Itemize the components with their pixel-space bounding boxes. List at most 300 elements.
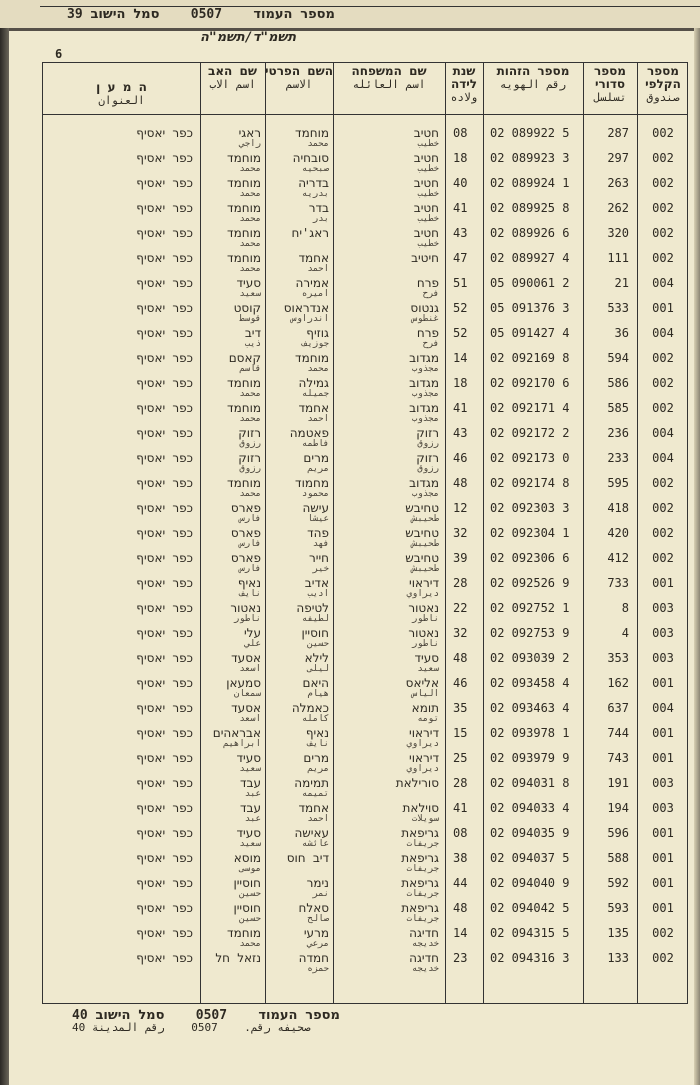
father-name-cell: דיב ذيب bbox=[244, 326, 261, 349]
father-name-cell: מוחמד محمد bbox=[227, 176, 261, 199]
birth-year-cell: 08 bbox=[453, 126, 468, 140]
birth-year-cell: 28 bbox=[453, 776, 468, 790]
family-name-cell: חדיגה خديجه bbox=[409, 926, 439, 949]
id-number-cell: 05 091376 3 bbox=[490, 301, 570, 315]
id-number-cell: 02 094035 9 bbox=[490, 826, 570, 840]
address-cell: כפר יאסיף bbox=[136, 876, 193, 890]
previous-page-strip bbox=[0, 0, 700, 31]
address-cell: כפר יאסיף bbox=[136, 226, 193, 240]
father-name-cell: רזוק رزوق bbox=[238, 451, 261, 474]
ballot-box-cell: 002 bbox=[652, 351, 674, 365]
family-name-cell: נאטור ناطور bbox=[408, 626, 439, 649]
first-name-cell: תמימה تميمه bbox=[294, 776, 329, 799]
ballot-box-cell: 003 bbox=[652, 801, 674, 815]
ballot-box-cell: 002 bbox=[652, 151, 674, 165]
header-first-name: השם הפרטי الاسم bbox=[265, 64, 333, 91]
serial-cell: 320 bbox=[607, 226, 629, 240]
family-name-cell: חטיב خطيب bbox=[413, 201, 439, 224]
table-row bbox=[43, 927, 689, 952]
id-number-cell: 02 092306 6 bbox=[490, 551, 570, 565]
family-name-cell: גריפאת جريفات bbox=[401, 876, 439, 899]
birth-year-cell: 51 bbox=[453, 276, 468, 290]
ballot-box-cell: 002 bbox=[652, 526, 674, 540]
address-cell: כפר יאסיף bbox=[136, 176, 193, 190]
ballot-box-cell: 004 bbox=[652, 326, 674, 340]
father-name-cell: מוחמד محمد bbox=[227, 476, 261, 499]
first-name-cell: חוסיין حسين bbox=[301, 626, 329, 649]
ballot-box-cell: 004 bbox=[652, 701, 674, 715]
first-name-cell: חמדה حمزه bbox=[298, 951, 329, 974]
sheet-number: 6 bbox=[55, 47, 63, 61]
address-cell: כפר יאסיף bbox=[136, 426, 193, 440]
id-number-cell: 05 091427 4 bbox=[490, 326, 570, 340]
serial-cell: 21 bbox=[614, 276, 629, 290]
serial-cell: 585 bbox=[607, 401, 629, 415]
birth-year-cell: 08 bbox=[453, 826, 468, 840]
table-row bbox=[43, 627, 689, 652]
father-name-cell: מוחמד محمد bbox=[227, 151, 261, 174]
table-row bbox=[43, 352, 689, 377]
ballot-box-cell: 003 bbox=[652, 601, 674, 615]
family-name-cell: מגדוב مجذوب bbox=[409, 476, 439, 499]
first-name-cell: מרים مريم bbox=[303, 751, 329, 774]
address-cell: כפר יאסיף bbox=[136, 301, 193, 315]
table-row bbox=[43, 827, 689, 852]
family-name-cell: סוילאת سويلات bbox=[402, 801, 439, 824]
table-row bbox=[43, 327, 689, 352]
address-cell: כפר יאסיף bbox=[136, 526, 193, 540]
first-name-cell: פהד فهد bbox=[307, 526, 329, 549]
address-cell: כפר יאסיף bbox=[136, 351, 193, 365]
address-cell: כפר יאסיף bbox=[136, 251, 193, 265]
family-name-cell: חטיב خطيب bbox=[413, 126, 439, 149]
father-name-cell: מוחמד محمد bbox=[227, 926, 261, 949]
ballot-box-cell: 001 bbox=[652, 826, 674, 840]
id-number-cell: 02 089923 3 bbox=[490, 151, 570, 165]
serial-cell: 733 bbox=[607, 576, 629, 590]
birth-year-cell: 46 bbox=[453, 676, 468, 690]
ballot-box-cell: 002 bbox=[652, 551, 674, 565]
ballot-box-cell: 002 bbox=[652, 926, 674, 940]
first-name-cell: דיב חוס bbox=[286, 851, 329, 865]
prev-settlement-label: סמל הישוב bbox=[90, 7, 160, 22]
birth-year-cell: 12 bbox=[453, 501, 468, 515]
father-name-cell: חוסיין حسين bbox=[233, 876, 261, 899]
family-name-cell: פרח فرح bbox=[416, 326, 439, 349]
table-row bbox=[43, 777, 689, 802]
table-row bbox=[43, 377, 689, 402]
first-name-cell: פאטמה فاطمه bbox=[289, 426, 329, 449]
table-row bbox=[43, 152, 689, 177]
serial-cell: 353 bbox=[607, 651, 629, 665]
father-name-cell: עבד عبد bbox=[240, 776, 261, 799]
serial-cell: 4 bbox=[621, 626, 629, 640]
family-name-cell: מגדוב مجذوب bbox=[409, 376, 439, 399]
address-cell: כפר יאסיף bbox=[136, 326, 193, 340]
ballot-box-cell: 002 bbox=[652, 126, 674, 140]
id-number-cell: 02 094031 8 bbox=[490, 776, 570, 790]
birth-year-cell: 41 bbox=[453, 801, 468, 815]
family-name-cell: פרח فرح bbox=[416, 276, 439, 299]
first-name-cell: אחמד احمد bbox=[298, 801, 329, 824]
first-name-cell: מרעי مرعي bbox=[303, 926, 329, 949]
ballot-box-cell: 002 bbox=[652, 201, 674, 215]
family-name-cell: דיראוי ديراوي bbox=[406, 576, 439, 599]
serial-cell: 595 bbox=[607, 476, 629, 490]
table-row bbox=[43, 177, 689, 202]
id-number-cell: 02 093458 4 bbox=[490, 676, 570, 690]
ballot-box-cell: 001 bbox=[652, 901, 674, 915]
serial-cell: 418 bbox=[607, 501, 629, 515]
family-name-cell: דיראוי ديراوي bbox=[406, 726, 439, 749]
ballot-box-cell: 001 bbox=[652, 726, 674, 740]
family-name-cell: מגדוב مجذوب bbox=[409, 401, 439, 424]
birth-year-cell: 52 bbox=[453, 326, 468, 340]
previous-page-footer bbox=[67, 7, 335, 22]
address-cell: כפר יאסיף bbox=[136, 826, 193, 840]
family-name-cell: גריפאת جريفات bbox=[401, 901, 439, 924]
birth-year-cell: 18 bbox=[453, 151, 468, 165]
serial-cell: 287 bbox=[607, 126, 629, 140]
ballot-box-cell: 001 bbox=[652, 301, 674, 315]
table-row bbox=[43, 252, 689, 277]
serial-cell: 533 bbox=[607, 301, 629, 315]
family-name-cell: חטיב خطيب bbox=[413, 176, 439, 199]
father-name-cell: סמעאן سمعان bbox=[226, 676, 261, 699]
family-name-cell: רזוק رزوق bbox=[416, 426, 439, 449]
page-footer: 40 מספר העמוד 0507 סמל הישוב 40 صحيفه رقم. 0507 رقم المدينة bbox=[72, 1008, 340, 1034]
page-edge bbox=[694, 28, 700, 1085]
serial-cell: 233 bbox=[607, 451, 629, 465]
ballot-box-cell: 001 bbox=[652, 851, 674, 865]
family-name-cell: חטיב خطيب bbox=[413, 151, 439, 174]
address-cell: כפר יאסיף bbox=[136, 376, 193, 390]
serial-cell: 297 bbox=[607, 151, 629, 165]
header-address: ה מ ע ן العنوان bbox=[96, 80, 147, 107]
first-name-cell: סובחיה صبحيه bbox=[292, 151, 329, 174]
first-name-cell: בדריה بدريه bbox=[298, 176, 329, 199]
birth-year-cell: 48 bbox=[453, 901, 468, 915]
family-name-cell: תומא تومه bbox=[411, 701, 439, 724]
father-name-cell: קאסם قاسم bbox=[228, 351, 261, 374]
birth-year-cell: 14 bbox=[453, 926, 468, 940]
table-row bbox=[43, 227, 689, 252]
ballot-box-cell: 002 bbox=[652, 401, 674, 415]
serial-cell: 594 bbox=[607, 351, 629, 365]
first-name-cell: אחמד احمد bbox=[298, 401, 329, 424]
serial-cell: 420 bbox=[607, 526, 629, 540]
id-number-cell: 02 089924 1 bbox=[490, 176, 570, 190]
birth-year-cell: 43 bbox=[453, 426, 468, 440]
serial-cell: 8 bbox=[621, 601, 629, 615]
id-number-cell: 02 092171 4 bbox=[490, 401, 570, 415]
table-row bbox=[43, 752, 689, 777]
address-cell: כפר יאסיף bbox=[136, 276, 193, 290]
family-name-cell: נאטור ناطور bbox=[408, 601, 439, 624]
serial-cell: 111 bbox=[607, 251, 629, 265]
address-cell: כפר יאסיף bbox=[136, 901, 193, 915]
birth-year-cell: 25 bbox=[453, 751, 468, 765]
birth-year-cell: 48 bbox=[453, 476, 468, 490]
birth-year-cell: 39 bbox=[453, 551, 468, 565]
table-row bbox=[43, 402, 689, 427]
first-name-cell: מוחמד محمد bbox=[295, 351, 329, 374]
father-name-cell: מוחמד محمد bbox=[227, 376, 261, 399]
serial-cell: 744 bbox=[607, 726, 629, 740]
id-number-cell: 02 092753 9 bbox=[490, 626, 570, 640]
settlement-code: 0507 bbox=[195, 1008, 228, 1023]
table-row bbox=[43, 902, 689, 927]
first-name-cell: בדר بدر bbox=[308, 201, 329, 224]
serial-cell: 236 bbox=[607, 426, 629, 440]
first-name-cell: אמירה اميره bbox=[295, 276, 329, 299]
ballot-box-cell: 004 bbox=[652, 276, 674, 290]
address-cell: כפר יאסיף bbox=[136, 851, 193, 865]
header-ballot-box: מספר הקלפי صندوق bbox=[645, 64, 681, 104]
table-row bbox=[43, 127, 689, 152]
id-number-cell: 02 094315 5 bbox=[490, 926, 570, 940]
header-birth-year: שנת לידה ولاده bbox=[450, 64, 478, 104]
table-row bbox=[43, 427, 689, 452]
father-name-cell: פארס فارس bbox=[230, 501, 261, 524]
address-cell: כפר יאסיף bbox=[136, 126, 193, 140]
serial-cell: 194 bbox=[607, 801, 629, 815]
first-name-cell: מוחמד محمد bbox=[295, 126, 329, 149]
father-name-cell: עלי علي bbox=[243, 626, 261, 649]
id-number-cell: 02 092303 3 bbox=[490, 501, 570, 515]
header-father: שם האב اسم الاب bbox=[208, 64, 257, 91]
address-cell: כפר יאסיף bbox=[136, 776, 193, 790]
address-cell: כפר יאסיף bbox=[136, 151, 193, 165]
birth-year-cell: 48 bbox=[453, 651, 468, 665]
table-row bbox=[43, 477, 689, 502]
address-cell: כפר יאסיף bbox=[136, 651, 193, 665]
serial-cell: 135 bbox=[607, 926, 629, 940]
first-name-cell: אנדראוס اندراوس bbox=[283, 301, 329, 324]
id-number-cell: 02 093039 2 bbox=[490, 651, 570, 665]
ballot-box-cell: 002 bbox=[652, 176, 674, 190]
serial-cell: 592 bbox=[607, 876, 629, 890]
table-row bbox=[43, 302, 689, 327]
ballot-box-cell: 001 bbox=[652, 576, 674, 590]
address-cell: כפר יאסיף bbox=[136, 951, 193, 965]
address-cell: כפר יאסיף bbox=[136, 751, 193, 765]
birth-year-cell: 14 bbox=[453, 351, 468, 365]
id-number-cell: 02 094037 5 bbox=[490, 851, 570, 865]
table-row bbox=[43, 677, 689, 702]
father-name-cell: עבד عبد bbox=[240, 801, 261, 824]
birth-year-cell: 52 bbox=[453, 301, 468, 315]
first-name-cell: עישה عيشا bbox=[302, 501, 329, 524]
serial-cell: 262 bbox=[607, 201, 629, 215]
father-name-cell: אסעד اسعد bbox=[231, 701, 261, 724]
prev-page-label: מספר העמוד bbox=[253, 7, 335, 22]
id-number-cell: 02 093463 4 bbox=[490, 701, 570, 715]
family-name-cell: חיטיב bbox=[411, 251, 439, 265]
birth-year-cell: 32 bbox=[453, 626, 468, 640]
birth-year-cell: 15 bbox=[453, 726, 468, 740]
ballot-box-cell: 001 bbox=[652, 676, 674, 690]
address-cell: כפר יאסיף bbox=[136, 701, 193, 715]
table-row bbox=[43, 577, 689, 602]
birth-year-cell: 40 bbox=[453, 176, 468, 190]
serial-cell: 412 bbox=[607, 551, 629, 565]
address-cell: כפר יאסיף bbox=[136, 501, 193, 515]
first-name-cell: אחמד احمد bbox=[298, 251, 329, 274]
prev-page-number: 39 bbox=[67, 7, 83, 22]
voter-table bbox=[42, 62, 688, 1004]
ballot-box-cell: 002 bbox=[652, 226, 674, 240]
family-name-cell: גריפאת جريفات bbox=[401, 851, 439, 874]
id-number-cell: 02 089926 6 bbox=[490, 226, 570, 240]
id-number-cell: 02 092304 1 bbox=[490, 526, 570, 540]
birth-year-cell: 28 bbox=[453, 576, 468, 590]
serial-cell: 191 bbox=[607, 776, 629, 790]
address-cell: כפר יאסיף bbox=[136, 926, 193, 940]
address-cell: כפר יאסיף bbox=[136, 801, 193, 815]
family-name-cell: טחיבש طحيبش bbox=[405, 526, 439, 549]
father-name-cell: סעיד سعيد bbox=[236, 751, 261, 774]
id-number-cell: 02 092173 0 bbox=[490, 451, 570, 465]
serial-cell: 593 bbox=[607, 901, 629, 915]
father-name-cell: סעיד سعيد bbox=[236, 826, 261, 849]
birth-year-cell: 43 bbox=[453, 226, 468, 240]
birth-year-cell: 46 bbox=[453, 451, 468, 465]
first-name-cell: מרים مريم bbox=[303, 451, 329, 474]
address-cell: כפר יאסיף bbox=[136, 726, 193, 740]
id-number-cell: 05 090061 2 bbox=[490, 276, 570, 290]
id-number-cell: 02 092169 8 bbox=[490, 351, 570, 365]
id-number-cell: 02 092174 8 bbox=[490, 476, 570, 490]
id-number-cell: 02 092752 1 bbox=[490, 601, 570, 615]
family-name-cell: רזוק رزوق bbox=[416, 451, 439, 474]
ballot-box-cell: 002 bbox=[652, 951, 674, 965]
ballot-box-cell: 004 bbox=[652, 451, 674, 465]
address-cell: כפר יאסיף bbox=[136, 576, 193, 590]
first-name-cell: נימר نمر bbox=[306, 876, 329, 899]
table-row bbox=[43, 852, 689, 877]
first-name-cell: כאמלה كامله bbox=[291, 701, 329, 724]
family-name-cell: סורילאת bbox=[395, 776, 439, 790]
ballot-box-cell: 003 bbox=[652, 626, 674, 640]
birth-year-cell: 35 bbox=[453, 701, 468, 715]
binding-shadow bbox=[0, 28, 9, 1085]
father-name-cell: מוחמד محمد bbox=[227, 201, 261, 224]
id-number-cell: 02 094042 5 bbox=[490, 901, 570, 915]
address-cell: כפר יאסיף bbox=[136, 476, 193, 490]
id-number-cell: 02 093978 1 bbox=[490, 726, 570, 740]
birth-year-cell: 47 bbox=[453, 251, 468, 265]
header-serial: מספר סדורי تسلسل bbox=[593, 64, 627, 104]
id-number-cell: 02 092172 2 bbox=[490, 426, 570, 440]
father-name-cell: נאטור ناطور bbox=[230, 601, 261, 624]
serial-cell: 162 bbox=[607, 676, 629, 690]
first-name-cell: אדיב اديب bbox=[304, 576, 329, 599]
id-number-cell: 02 094040 9 bbox=[490, 876, 570, 890]
family-name-cell: טחיבש طحيبش bbox=[405, 501, 439, 524]
table-row bbox=[43, 802, 689, 827]
ballot-box-cell: 002 bbox=[652, 501, 674, 515]
family-name-cell: גריפאת جريفات bbox=[401, 826, 439, 849]
serial-cell: 637 bbox=[607, 701, 629, 715]
ballot-box-cell: 004 bbox=[652, 426, 674, 440]
serial-cell: 588 bbox=[607, 851, 629, 865]
father-name-cell: חוסיין حسين bbox=[233, 901, 261, 924]
table-row bbox=[43, 527, 689, 552]
table-row bbox=[43, 727, 689, 752]
id-number-cell: 02 094316 3 bbox=[490, 951, 570, 965]
address-cell: כפר יאסיף bbox=[136, 451, 193, 465]
serial-cell: 133 bbox=[607, 951, 629, 965]
father-name-cell: אבראהים ابراهيم bbox=[212, 726, 261, 749]
address-cell: כפר יאסיף bbox=[136, 551, 193, 565]
father-name-cell: סעיד سعيد bbox=[236, 276, 261, 299]
ballot-box-cell: 002 bbox=[652, 376, 674, 390]
ballot-box-cell: 002 bbox=[652, 251, 674, 265]
first-name-cell: עאישה عائشه bbox=[294, 826, 329, 849]
first-name-cell: היאם هيام bbox=[302, 676, 329, 699]
settlement-label: סמל הישוב bbox=[95, 1008, 165, 1023]
family-name-cell: אליאס الياس bbox=[405, 676, 439, 699]
family-name-cell: סעיד سعيد bbox=[414, 651, 439, 674]
birth-year-cell: 41 bbox=[453, 401, 468, 415]
ballot-box-cell: 002 bbox=[652, 476, 674, 490]
id-number-cell: 02 094033 4 bbox=[490, 801, 570, 815]
birth-year-cell: 32 bbox=[453, 526, 468, 540]
table-row bbox=[43, 952, 689, 977]
birth-year-cell: 38 bbox=[453, 851, 468, 865]
header-id-number: מספר הזהות رقم الهويه bbox=[496, 64, 570, 91]
address-cell: כפר יאסיף bbox=[136, 626, 193, 640]
previous-table-edge bbox=[40, 0, 700, 7]
father-name-cell: פארס فارس bbox=[230, 526, 261, 549]
id-number-cell: 02 089922 5 bbox=[490, 126, 570, 140]
id-number-cell: 02 092170 6 bbox=[490, 376, 570, 390]
id-number-cell: 02 089927 4 bbox=[490, 251, 570, 265]
table-row bbox=[43, 277, 689, 302]
header-family-name: שם המשפחה اسم العائله bbox=[351, 64, 427, 91]
page-number: 40 bbox=[72, 1008, 88, 1023]
father-name-cell: נזאל חל bbox=[215, 951, 261, 965]
table-row bbox=[43, 202, 689, 227]
first-name-cell: לילא ليلى bbox=[304, 651, 329, 674]
birth-year-cell: 23 bbox=[453, 951, 468, 965]
serial-cell: 263 bbox=[607, 176, 629, 190]
first-name-cell: נאיף نايف bbox=[305, 726, 329, 749]
birth-year-cell: 41 bbox=[453, 201, 468, 215]
first-name-cell: ראג'יח bbox=[291, 226, 329, 240]
ballot-box-cell: 003 bbox=[652, 776, 674, 790]
ballot-box-cell: 003 bbox=[652, 651, 674, 665]
serial-cell: 586 bbox=[607, 376, 629, 390]
table-row bbox=[43, 877, 689, 902]
father-name-cell: פארס فارس bbox=[230, 551, 261, 574]
birth-year-cell: 44 bbox=[453, 876, 468, 890]
address-cell: כפר יאסיף bbox=[136, 676, 193, 690]
first-name-cell: לטיפה لطيفه bbox=[296, 601, 329, 624]
father-name-cell: קוסט قوسط bbox=[233, 301, 261, 324]
serial-cell: 36 bbox=[614, 326, 629, 340]
table-row bbox=[43, 702, 689, 727]
table-row bbox=[43, 552, 689, 577]
family-name-cell: חדיגה خديجه bbox=[409, 951, 439, 974]
father-name-cell: מוחמד محمد bbox=[227, 251, 261, 274]
birth-year-cell: 22 bbox=[453, 601, 468, 615]
first-name-cell: מחמוד محمود bbox=[295, 476, 329, 499]
address-cell: כפר יאסיף bbox=[136, 201, 193, 215]
id-number-cell: 02 093979 9 bbox=[490, 751, 570, 765]
table-row bbox=[43, 602, 689, 627]
